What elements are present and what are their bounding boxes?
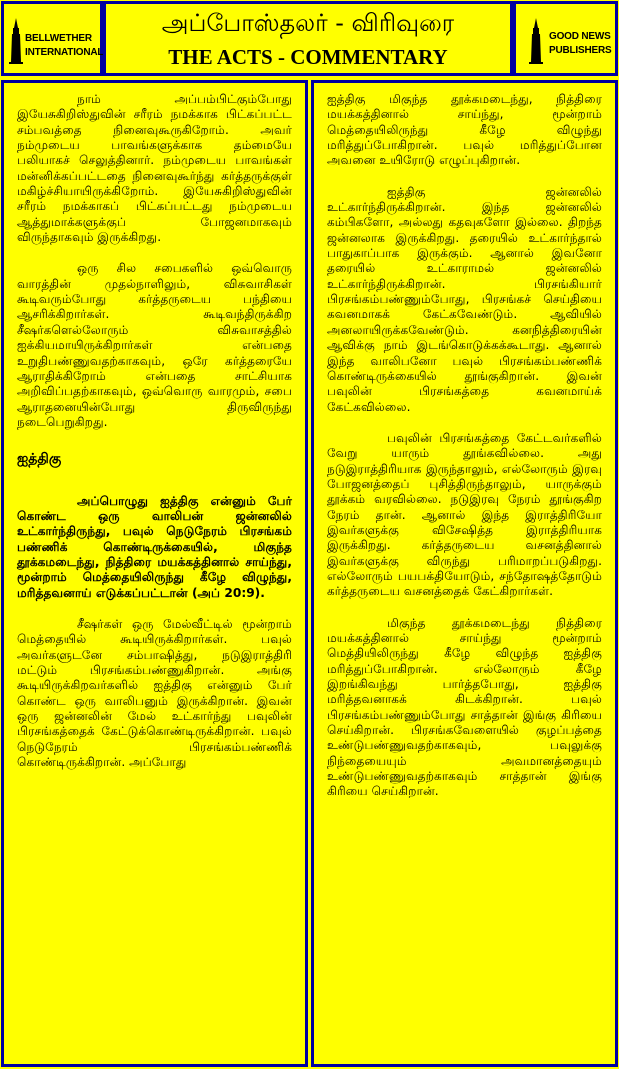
bible-verse: அப்பொழுது ஐத்திகு என்னும் பேர் கொண்ட ஒரு வாலிபன் ஜன்னலில் உட்கார்ந்திருந்து, பவுல் நெடுநேரம் பிரசங்கம் பண்ணிக் கொண்டிருக்கையில், மிகுந்த தூக்கமடைந்து, நித்திரை மயக்கத்தினால் சாய்ந்து, மூன்றாம் மெத்தையிலிருந்து கீழே விழுந்து, மரித்தவனாய் எடுக்கப்பட்டான் (அப் 20:9). — [17, 493, 292, 600]
title-english: THE ACTS - COMMENTARY — [168, 45, 448, 69]
right-column — [311, 80, 618, 1067]
right-paragraph-2: ஐத்திகு ஜன்னலில் உட்கார்ந்திருக்கிறான். இந்த ஜன்னலில் கம்பிகளோ, அல்லது கதவுகளோ இல்லை. திறந்த ஜன்னலாக இருக்கிறது. தரையில் உட்கார்ந்தால் பாதுகாப்பாக இருக்கும். ஆனால் இவனோ தரையில் உட்காராமல் ஜன்னலில் உட்கார்ந்திருக்கிறான். பிரசங்கியார் பிரசங்கம்பண்ணும்போது, பிரசங்கச் செய்தியை கவனமாகக் கேட்கவேண்டும். ஆவியில் அனலாயிருக்கவேண்டும். கனநித்திரையின் ஆவிக்கு நாம் இடங்கொடுக்கக்கூடாது. ஆனால் இந்த வாலிபனோ பவுல் பிரசங்கம்பண்ணிக் கொண்டிருக்கையில் தூங்குகிறான். இவன் பவுலின் பிரசங்கத்தை கவனமாய்க் கேட்கவில்லை. — [327, 184, 602, 414]
right-logo-line1: GOOD NEWS — [549, 31, 611, 42]
bellwether-logo — [9, 18, 104, 70]
right-logo-box — [513, 1, 618, 76]
right-column-text — [327, 92, 602, 800]
right-paragraph-4: மிகுந்த தூக்கமடைந்து நித்திரை மயக்கத்தினால் சாய்ந்து மூன்றாம் மெத்தியிலிருந்து கீழே விழுந்த ஐத்திகு மரித்துப்போகிறான். எல்லோரும் கீழே இறங்கிவந்து பார்த்தபோது, ஐத்திகு மரித்தவனாகக் கிடக்கிறான். பவுல் பிரசங்கம்பண்ணும்போது சாத்தான் இங்கு கிரியை செய்கிறான். பிரசங்கவேளையில் குழப்பத்தை உண்டுபண்ணுவதற்காகவும், பவுலுக்கு நிந்தையையும் அவமானத்தையும் உண்டுபண்ணுவதற்காகவும் சாத்தான் இங்கு கிரியை செய்கிறான். — [327, 615, 602, 799]
section-heading: ஐத்திகு — [17, 451, 62, 468]
good-news-logo-text — [549, 30, 611, 58]
header — [0, 0, 619, 80]
left-logo-line1: BELLWETHER — [25, 33, 92, 44]
left-paragraph-2: ஒரு சில சபைகளில் ஒவ்வொரு வாரத்தின் முதல்நாளிலும், விசுவாசிகள் கூடிவரும்போது கர்த்தருடைய பந்தியை ஆசரிக்கிறார்கள். கூடிவந்திருக்கிற சீஷர்களெல்லோரும் விசுவாசத்தில் ஐக்கியமாயிருக்கிறார்கள் என்பதை உறுதிபண்ணுவதற்காகவும், ஒரே கர்த்தரையே ஆராதிக்கிறோம் என்பதை சாட்சியாக அறிவிப்பதற்காகவும், ஒவ்வொரு வாரமும், சபை ஆராதனையின்போது திருவிருந்து நடைபெறுகிறது. — [17, 261, 292, 429]
right-logo-line2: PUBLISHERS — [549, 45, 612, 56]
tower-icon — [9, 18, 23, 64]
left-column — [1, 80, 308, 1067]
left-logo-line2: INTERNATIONAL — [25, 47, 104, 58]
tower-icon — [529, 18, 543, 64]
left-paragraph-3: சீஷர்கள் ஒரு மேல்வீட்டில் மூன்றாம் மெத்தையில் கூடியிருக்கிறார்கள். பவுல் அவர்களுடனே சம்பாஷித்து, நடுஇராத்திரி மட்டும் பிரசங்கம்பண்ணுகிறான். அங்கு கூடியிருக்கிறவர்களில் ஐத்திகு என்னும் பேர் கொண்ட ஒரு வாலிபனும் இருக்கிறான். இவன் ஒரு ஜன்னலின் மேல் உட்கார்ந்து பவுலின் பிரசங்கத்தைக் கேட்டுக்கொண்டிருக்கிறான். பவுல் நெடுநேரம் பிரசங்கம்பண்ணிக் கொண்டிருக்கிறான். அப்போது — [17, 616, 292, 770]
left-paragraph-1: நாம் அப்பம்பிட்கும்போது இயேசுகிறிஸ்துவின் சரீரம் நமக்காக பிட்கப்பட்ட சம்பவத்தை நினைவுகூருகிறோம். அவர் நம்முடைய பாவங்களுக்காக தம்மையே பலியாகச் செலுத்தினார். நம்முடைய பாவங்கள் மன்னிக்கப்பட்டதை நினைவுகூர்ந்து கர்த்தருக்குள் மகிழ்ச்சியாயிருக்கிறோம். இயேசுகிறிஸ்துவின் சரீரம் நமக்காகப் பிட்கப்பட்டது நம்முடைய ஆத்துமாக்களுக்குப் போஜனமாகவும் விருந்தாகவும் இருக்கிறது. — [17, 92, 292, 245]
left-logo-box — [1, 1, 103, 76]
left-column-text — [17, 92, 292, 770]
good-news-logo — [521, 18, 611, 70]
bellwether-logo-text — [25, 32, 103, 60]
title-box — [103, 1, 513, 76]
right-paragraph-1: ஐத்திகு மிகுந்த தூக்கமடைந்து, நித்திரை மயக்கத்தினால் சாய்ந்து, மூன்றாம் மெத்தையிலிருந்து கீழே விழுந்து மரித்துப்போகிறான். பவுல் மரித்துப்போன அவனை உயிரோடு எழுப்புகிறான். — [327, 92, 602, 168]
title-tamil: அப்போஸ்தலர் - விரிவுரை — [161, 9, 455, 37]
right-paragraph-3: பவுலின் பிரசங்கத்தை கேட்டவர்களில் வேறு யாரும் தூங்கவில்லை. அது நடுஇராத்திரியாக இருந்தாலும், எல்லோரும் இரவு போஜனத்தைப் புசித்திருந்தாலும், யாருக்கும் தூக்கம் வரவில்லை. நடுஇரவு நேரம் தூங்குகிற நேரம் தான். ஆனால் இந்த இராத்திரியோ இவர்களுக்கு விசேஷித்த இராத்திரியாக இருக்கிறது. கர்த்தருடைய வசனத்தினால் இவர்களுக்கு விருந்து பரிமாறப்படுகிறது. எல்லோரும் பயபக்தியோடும், சந்தோஷத்தோடும் கர்த்தருடைய வசனத்தைக் கேட்கிறார்கள். — [327, 430, 602, 599]
